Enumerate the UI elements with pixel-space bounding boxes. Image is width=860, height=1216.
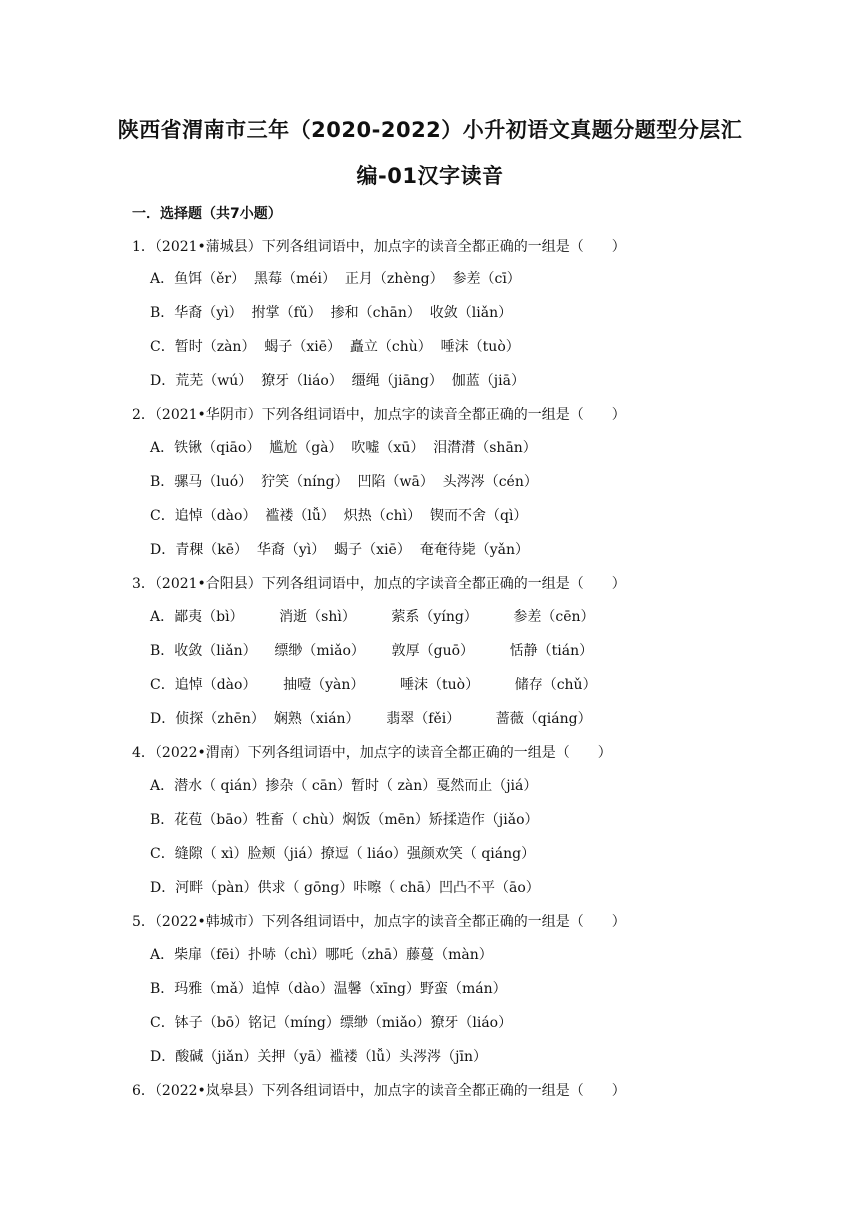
- question-4-stem: 4．（2022•渭南）下列各组词语中，加点字的读音全都正确的一组是（ ）: [132, 745, 612, 761]
- question-2-option-c: C．追悼（dào） 褴褛（lǚ） 炽热（chì） 锲而不舍（qì）: [150, 508, 528, 524]
- question-1-option-a: A．鱼饵（ěr） 黑莓（méi） 正月（zhèng） 参差（cī）: [150, 271, 521, 287]
- question-4-option-a: A．潜水（ qián）掺杂（ cān）暂时（ zàn）戛然而止（jiá）: [150, 778, 538, 794]
- question-1-stem: 1．（2021•蒲城县）下列各组词语中，加点字的读音全都正确的一组是（ ）: [132, 239, 626, 255]
- question-3-option-b: B．收敛（liǎn） 缥缈（miǎo） 敦厚（guō） 恬静（tián）: [150, 643, 594, 659]
- question-2-option-a: A．铁锹（qiāo） 尴尬（gà） 吹嘘（xū） 泪潸潸（shān）: [150, 440, 537, 456]
- question-6-stem: 6．（2022•岚皋县）下列各组词语中，加点字的读音全都正确的一组是（ ）: [132, 1083, 626, 1099]
- question-5-option-d: D．酸碱（jiǎn）关押（yā）褴褛（lǚ）头涔涔（jīn）: [150, 1049, 487, 1065]
- question-1-option-c: C．暂时（zàn） 蝎子（xiē） 矗立（chù） 唾沫（tuò）: [150, 339, 520, 355]
- question-2-stem: 2．（2021•华阴市）下列各组词语中，加点字的读音全都正确的一组是（ ）: [132, 407, 626, 423]
- question-4-option-c: C．缝隙（ xì）脸颊（jiá）撩逗（ liáo）强颜欢笑（ qiáng）: [150, 846, 536, 862]
- question-2-option-b: B．骡马（luó） 狞笑（níng） 凹陷（wā） 头涔涔（cén）: [150, 474, 538, 490]
- document-title-line1: 陕西省渭南市三年（2020-2022）小升初语文真题分题型分层汇: [117, 118, 743, 142]
- document-title-line2: 编-01汉字读音: [356, 164, 504, 188]
- question-2-option-d: D．青稞（kē） 华裔（yì） 蝎子（xiē） 奄奄待毙（yǎn）: [150, 542, 530, 558]
- question-5-option-a: A．柴扉（fēi）扑哧（chì）哪吒（zhā）藤蔓（màn）: [150, 947, 493, 963]
- question-5-option-c: C．钵子（bō）铭记（míng）缥缈（miǎo）獠牙（liáo）: [150, 1015, 513, 1031]
- question-4-option-d: D．河畔（pàn）供求（ gōng）咔嚓（ chā）凹凸不平（āo）: [150, 880, 540, 896]
- question-4-option-b: B．花苞（bāo）牲畜（ chù）焖饭（mēn）矫揉造作（jiǎo）: [150, 812, 539, 828]
- question-3-option-c: C．追悼（dào） 抽噎（yàn） 唾沫（tuò） 储存（chǔ）: [150, 677, 597, 693]
- question-3-option-d: D．侦探（zhēn） 娴熟（xián） 翡翠（fěi） 蔷薇（qiáng）: [150, 711, 592, 727]
- question-3-option-a: A．鄙夷（bì） 消逝（shì） 萦系（yíng） 参差（cēn）: [150, 609, 595, 625]
- question-3-stem: 3．（2021•合阳县）下列各组词语中，加点的字读音全都正确的一组是（ ）: [132, 576, 626, 592]
- question-5-option-b: B．玛雅（mǎ）追悼（dào）温馨（xīng）野蛮（mán）: [150, 981, 507, 997]
- question-1-option-b: B．华裔（yì） 拊掌（fǔ） 掺和（chān） 收敛（liǎn）: [150, 305, 513, 321]
- question-1-option-d: D．荒芜（wú） 獠牙（liáo） 缰绳（jiāng） 伽蓝（jiā）: [150, 373, 525, 389]
- question-5-stem: 5．（2022•韩城市）下列各组词语中，加点字的读音全都正确的一组是（ ）: [132, 914, 626, 930]
- section-heading: 一．选择题（共7小题）: [132, 206, 282, 222]
